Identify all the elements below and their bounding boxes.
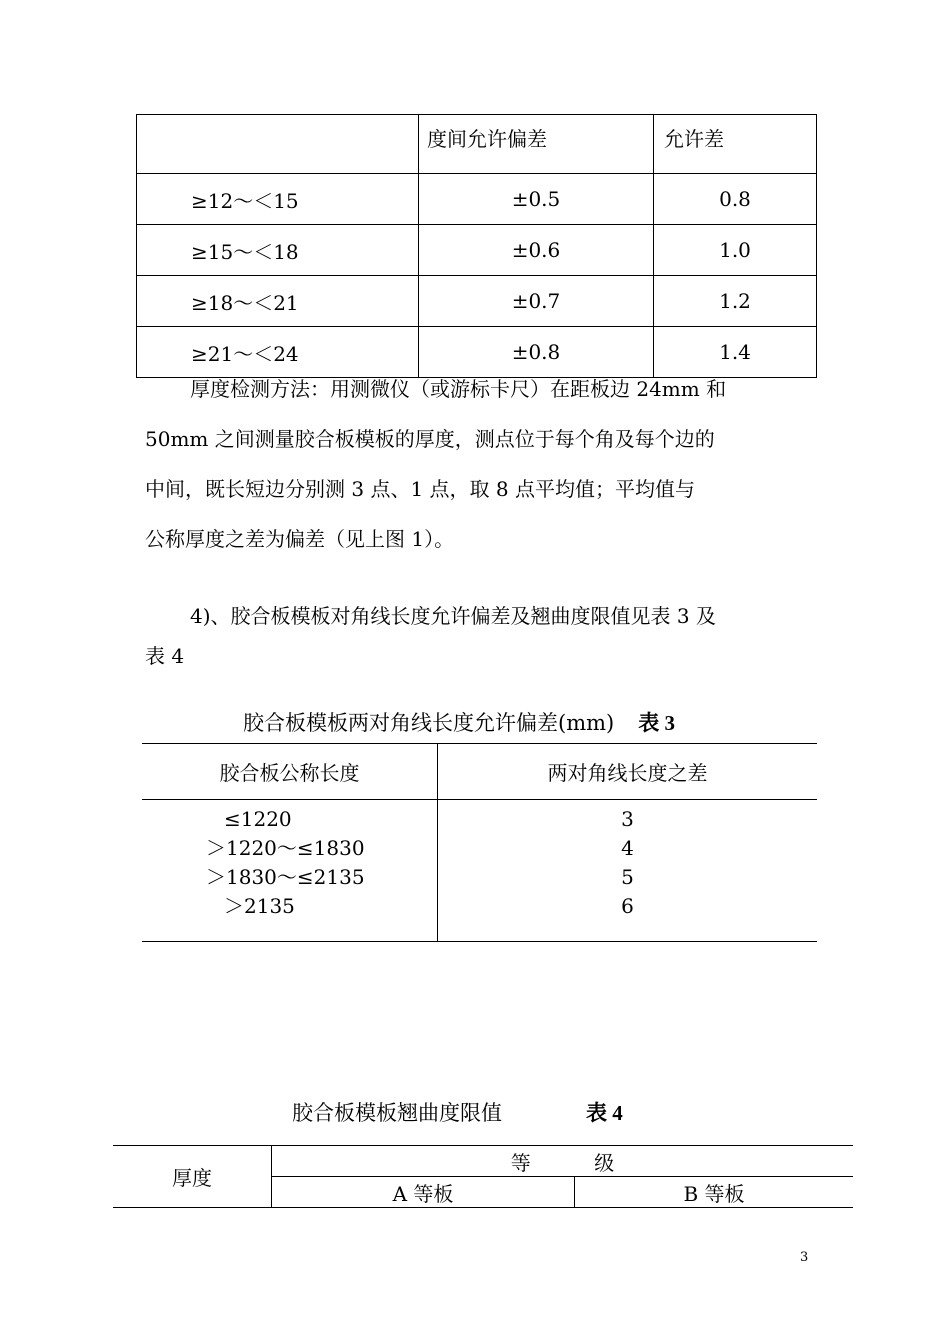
header-cell-blank bbox=[137, 115, 419, 174]
paragraph-line: 中间，既长短边分别测 3 点、1 点，取 8 点平均值；平均值与 bbox=[145, 477, 695, 501]
header-cell-deviation: 度间允许偏差 bbox=[419, 115, 654, 174]
table-cell: ≥15～＜18 bbox=[137, 225, 419, 276]
table3-caption-text: 胶合板模板两对角线长度允许偏差(mm) bbox=[243, 711, 615, 735]
table-cell: ≥12～＜15 bbox=[137, 174, 419, 225]
thickness-deviation-table bbox=[136, 114, 817, 378]
table-header-row bbox=[142, 744, 817, 800]
header-cell-nominal-length: 胶合板公称长度 bbox=[142, 744, 438, 800]
paragraph-line: 公称厚度之差为偏差（见上图 1）。 bbox=[145, 527, 455, 551]
paragraph-line: 4)、胶合板模板对角线长度允许偏差及翘曲度限值见表 3 及 bbox=[190, 604, 716, 628]
header-cell-grade-b: B 等板 bbox=[575, 1177, 854, 1208]
paragraph-line: 厚度检测方法：用测微仪（或游标卡尺）在距板边 24mm 和 bbox=[190, 377, 727, 401]
table4-caption-label: 表 4 bbox=[586, 1101, 623, 1125]
table-cell: ±0.5 bbox=[419, 174, 654, 225]
nominal-length-cell bbox=[142, 800, 438, 942]
list-item: ≤1220 bbox=[224, 807, 292, 831]
table-cell: 1.2 bbox=[654, 276, 817, 327]
table-row bbox=[137, 276, 817, 327]
paragraph-line: 表 4 bbox=[145, 644, 185, 668]
table4-caption bbox=[292, 1097, 623, 1127]
table-row bbox=[137, 225, 817, 276]
list-item: ＞2135 bbox=[224, 894, 295, 918]
header-cell-thickness: 厚度 bbox=[113, 1146, 272, 1208]
diagonal-difference-cell bbox=[438, 800, 818, 942]
table-cell: ±0.7 bbox=[419, 276, 654, 327]
header-cell-tolerance: 允许差 bbox=[654, 115, 817, 174]
list-item: 4 bbox=[621, 836, 634, 860]
table-cell: ±0.6 bbox=[419, 225, 654, 276]
diagonal-intro-paragraph bbox=[145, 596, 809, 676]
table3-caption-label: 表 3 bbox=[638, 711, 675, 735]
header-cell-diagonal-difference: 两对角线长度之差 bbox=[438, 744, 818, 800]
table-header-row bbox=[113, 1146, 853, 1177]
table-cell: 0.8 bbox=[654, 174, 817, 225]
table3-caption bbox=[243, 707, 675, 737]
table-row bbox=[137, 174, 817, 225]
table-header-row bbox=[137, 115, 817, 174]
diagonal-deviation-table bbox=[142, 743, 817, 942]
thickness-method-paragraph bbox=[145, 364, 809, 564]
list-item: ＞1830～≤2135 bbox=[206, 865, 365, 889]
list-item: 5 bbox=[621, 865, 634, 889]
table-cell: ≥21～＜24 bbox=[137, 327, 419, 378]
header-cell-grade: 等 级 bbox=[272, 1146, 854, 1177]
list-item: 6 bbox=[621, 894, 634, 918]
table4-caption-text: 胶合板模板翘曲度限值 bbox=[292, 1101, 502, 1125]
table-cell: ±0.8 bbox=[419, 327, 654, 378]
table-row bbox=[142, 800, 817, 942]
paragraph-line: 50mm 之间测量胶合板模板的厚度，测点位于每个角及每个边的 bbox=[145, 427, 715, 451]
warp-limit-table bbox=[113, 1145, 853, 1208]
table-cell: 1.0 bbox=[654, 225, 817, 276]
list-item: ＞1220～≤1830 bbox=[206, 836, 365, 860]
table-cell: ≥18～＜21 bbox=[137, 276, 419, 327]
table-cell: 1.4 bbox=[654, 327, 817, 378]
page-number: 3 bbox=[800, 1250, 809, 1265]
list-item: 3 bbox=[621, 807, 634, 831]
header-cell-grade-a: A 等板 bbox=[272, 1177, 575, 1208]
